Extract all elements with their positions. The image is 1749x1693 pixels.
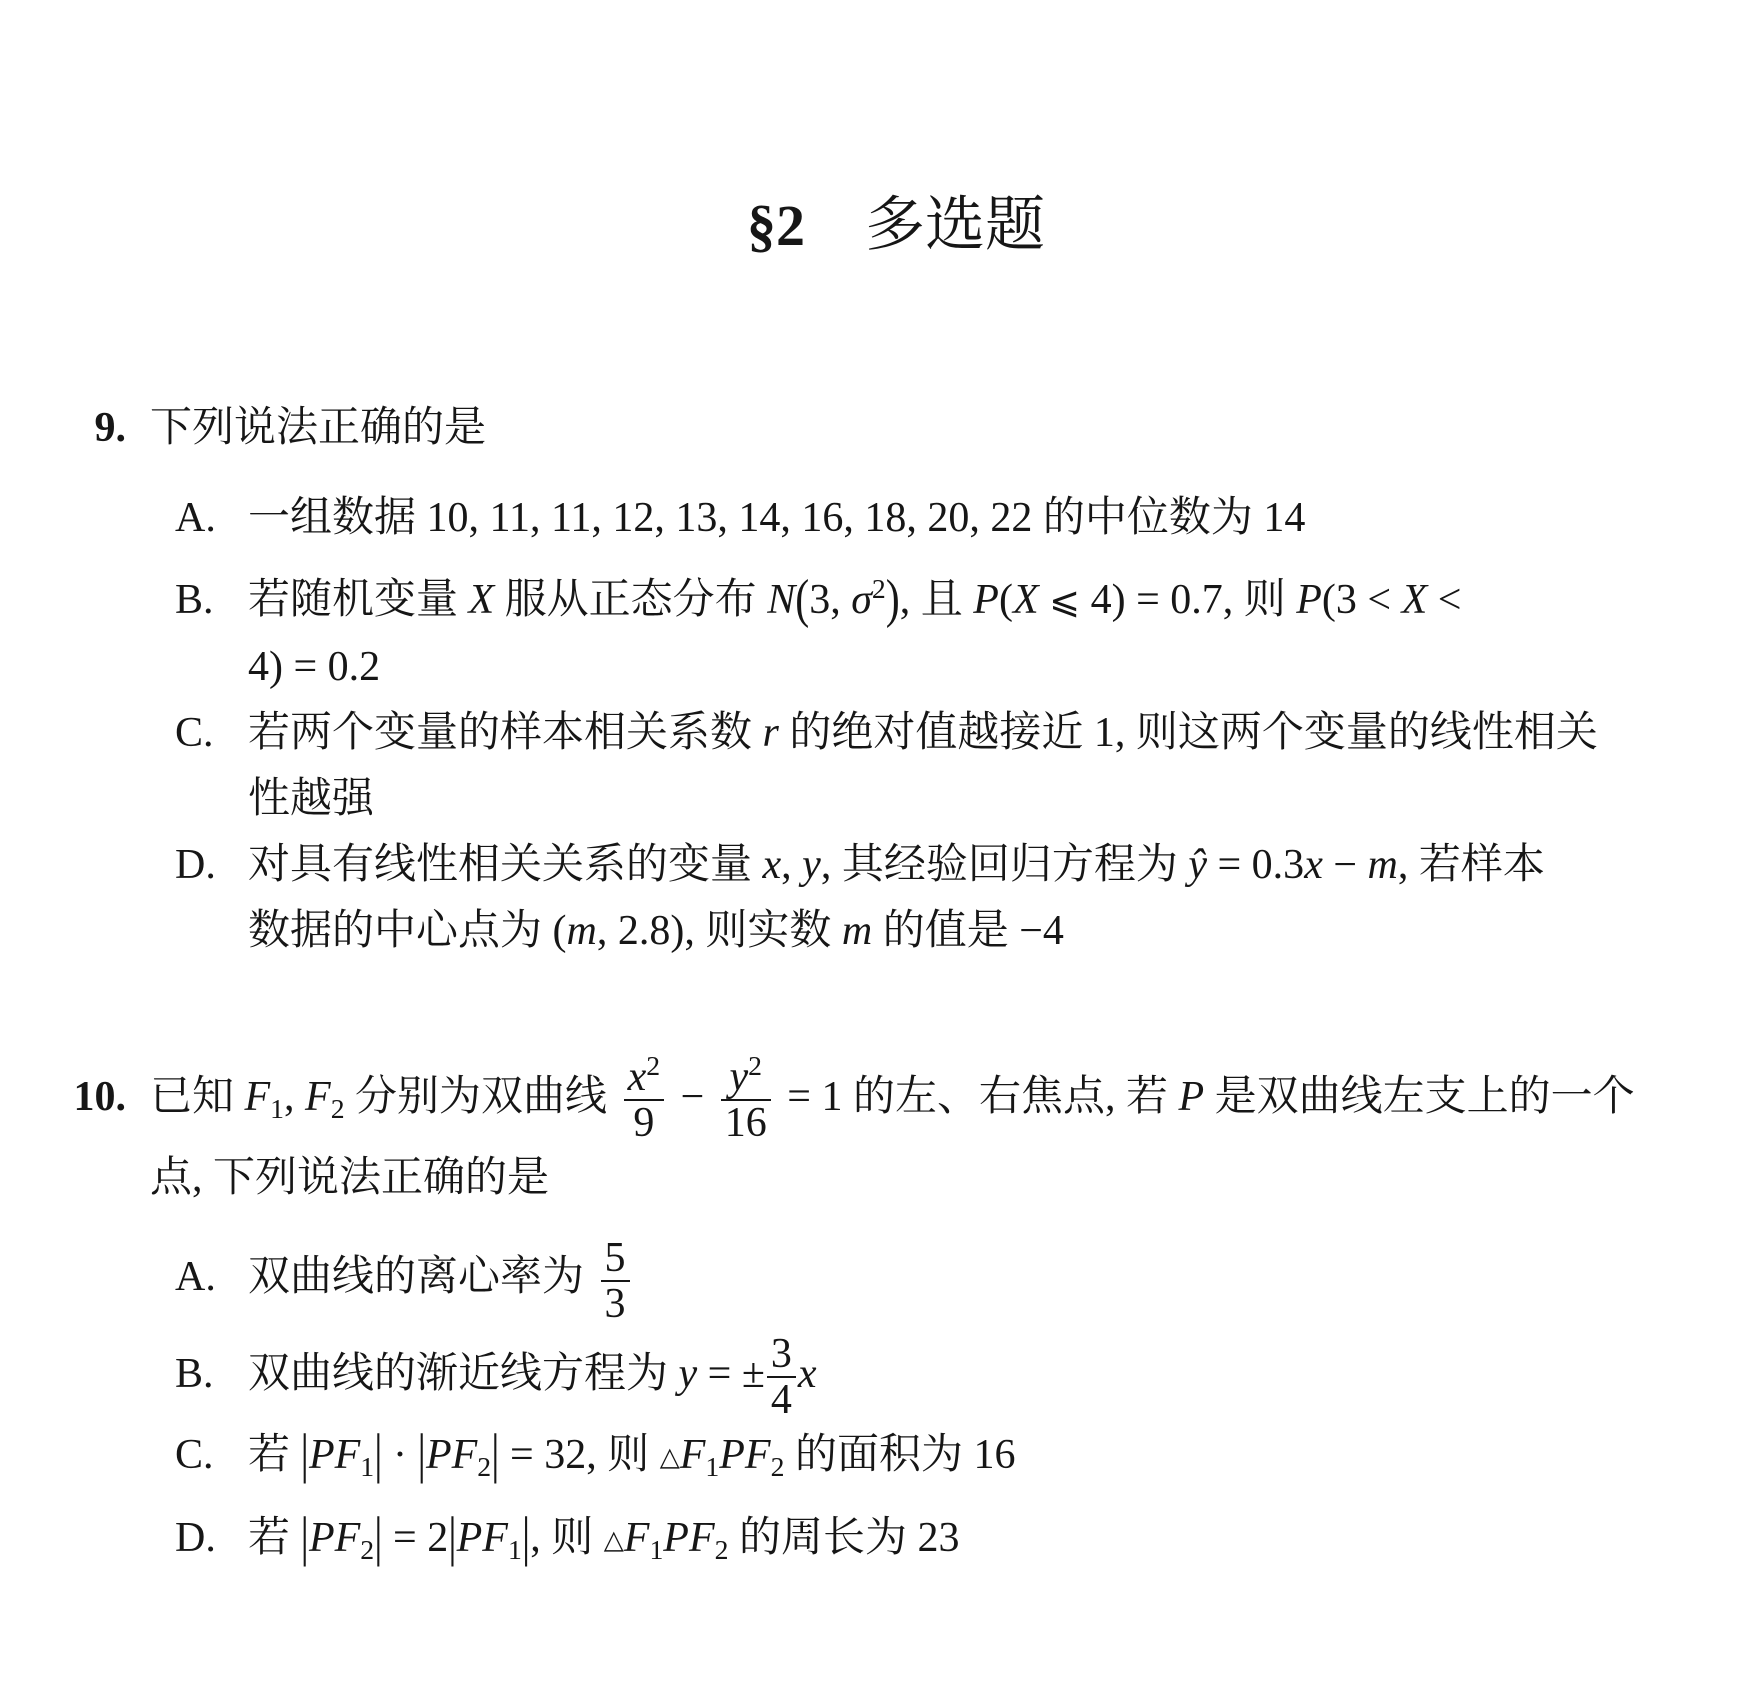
- math-text: (: [552, 908, 567, 954]
- math-var: F: [623, 1515, 650, 1562]
- math-var: y: [802, 842, 821, 888]
- option-text: 双曲线的渐近线方程为: [248, 1350, 669, 1397]
- abs-bar: |: [448, 1508, 457, 1569]
- math-var: P: [1178, 1074, 1205, 1120]
- option-label: A.: [175, 495, 216, 541]
- math-number: 16: [973, 1432, 1016, 1479]
- option-label: C.: [175, 1432, 214, 1479]
- math-var: X: [1012, 577, 1039, 623]
- subscript: 2: [714, 1534, 729, 1566]
- big-paren-close: ): [885, 570, 900, 630]
- subscript: 1: [360, 1450, 375, 1482]
- math-var: PF: [456, 1515, 508, 1562]
- option-list: [150, 485, 1710, 964]
- option-c: [150, 700, 1710, 832]
- math-var: PF: [719, 1432, 771, 1479]
- option-text: 1, 则这两个变量的线性相关: [1093, 710, 1598, 756]
- stem-text: 下列说法正确的是: [150, 405, 487, 451]
- stem-text: 点, 下列说法正确的是: [150, 1155, 550, 1202]
- option-line: [248, 1229, 1710, 1325]
- subscript: 1: [270, 1092, 285, 1124]
- math-relation: <: [1437, 577, 1462, 623]
- option-label: A.: [175, 1254, 216, 1301]
- math-text: (: [998, 577, 1013, 623]
- fraction: [721, 1050, 771, 1147]
- subscript: 2: [360, 1534, 375, 1566]
- math-text: = ±: [707, 1350, 765, 1397]
- math-var: m: [841, 908, 873, 954]
- superscript: 2: [748, 1050, 763, 1082]
- math-var: r: [762, 710, 779, 756]
- fraction-denominator: 16: [724, 1100, 767, 1147]
- option-text: , 其经验回归方程为: [820, 842, 1178, 888]
- math-text: 3,: [809, 577, 852, 623]
- option-text: 服从正态分布: [504, 577, 757, 623]
- math-text: = 1: [787, 1074, 843, 1120]
- option-line: [248, 832, 1710, 898]
- section-title: 多选题: [865, 192, 1045, 258]
- option-a: [150, 1229, 1710, 1325]
- question-number: 9.: [94, 405, 126, 451]
- option-line: [248, 1326, 1710, 1422]
- superscript: 2: [646, 1050, 661, 1082]
- data-list: 10, 11, 11, 12, 13, 14, 16, 18, 20, 22: [426, 495, 1033, 541]
- option-b: [150, 567, 1710, 700]
- subscript: 2: [477, 1450, 492, 1482]
- abs-bar: |: [374, 1425, 383, 1485]
- fraction-denominator: 3: [604, 1280, 626, 1327]
- option-text: 性越强: [248, 776, 375, 822]
- question-stem: [150, 395, 1710, 461]
- option-label: B.: [175, 577, 214, 623]
- question-10: [0, 1049, 1710, 1574]
- math-text: = 0.3: [1217, 842, 1305, 888]
- math-var: PF: [308, 1515, 361, 1562]
- math-var: F: [244, 1074, 271, 1120]
- question-9: [0, 395, 1710, 964]
- math-var: F: [679, 1432, 706, 1479]
- math-var: x: [627, 1054, 647, 1101]
- option-line: [248, 898, 1710, 964]
- option-line: [248, 634, 1710, 700]
- fraction: [767, 1332, 796, 1422]
- math-var: x: [1304, 842, 1323, 888]
- big-paren-open: (: [795, 570, 810, 630]
- math-var: PF: [308, 1432, 361, 1479]
- option-text: 数据的中心点为: [248, 908, 543, 954]
- option-a: [150, 485, 1710, 551]
- superscript: 2: [871, 572, 886, 604]
- option-text: 的值是: [882, 908, 1009, 954]
- option-b: [150, 1326, 1710, 1422]
- math-var: x: [797, 1350, 817, 1397]
- math-text: ,: [781, 842, 803, 888]
- fraction-numerator: 5: [601, 1236, 630, 1282]
- option-line: [248, 485, 1710, 551]
- option-d: [150, 832, 1710, 964]
- option-text: , 且: [899, 577, 963, 623]
- math-number: 23: [917, 1515, 960, 1562]
- option-text: 的中位数为: [1042, 495, 1253, 541]
- section-number: §2: [747, 193, 805, 258]
- fraction-numerator: [721, 1050, 771, 1101]
- subscript: 1: [649, 1534, 664, 1566]
- question-number: 10.: [73, 1074, 126, 1120]
- fraction-numerator: [624, 1050, 665, 1101]
- option-text: 若: [248, 1432, 291, 1479]
- subscript: 1: [705, 1450, 720, 1482]
- fraction-denominator: 4: [770, 1377, 792, 1424]
- subscript: 2: [330, 1092, 345, 1124]
- option-line: [248, 1422, 1710, 1490]
- option-label: D.: [175, 1515, 216, 1562]
- math-var: PF: [663, 1515, 715, 1562]
- math-text: = 32, 则: [510, 1432, 650, 1479]
- math-number: −4: [1019, 908, 1064, 954]
- fraction-numerator: 3: [767, 1332, 796, 1378]
- math-var: N: [767, 577, 796, 623]
- option-text: 的绝对值越接近: [789, 710, 1084, 756]
- math-var: X: [1401, 577, 1428, 623]
- math-text: ,: [284, 1074, 306, 1120]
- option-label: C.: [175, 710, 214, 756]
- math-operator: ·: [393, 1432, 408, 1479]
- option-text: , 若样本: [1397, 842, 1545, 888]
- math-number: 14: [1263, 495, 1306, 541]
- math-text: 4) = 0.7, 则: [1090, 577, 1286, 623]
- stem-text: 分别为双曲线: [355, 1074, 608, 1120]
- abs-bar: |: [374, 1508, 383, 1569]
- option-text: 若随机变量: [248, 577, 459, 623]
- option-text: 对具有线性相关关系的变量: [248, 842, 753, 888]
- option-line: [248, 567, 1710, 634]
- fraction: [624, 1050, 665, 1147]
- option-list: [150, 1229, 1710, 1574]
- abs-bar: |: [491, 1425, 500, 1485]
- math-var: P: [973, 577, 999, 623]
- fraction: [601, 1236, 630, 1326]
- math-text: 4) = 0.2: [248, 644, 381, 690]
- subscript: 2: [770, 1450, 785, 1482]
- math-var: X: [468, 577, 495, 623]
- option-text: 的面积为: [794, 1432, 963, 1479]
- question-stem: [150, 1049, 1710, 1145]
- option-text: 的周长为: [738, 1515, 907, 1562]
- option-line: [248, 766, 1710, 832]
- option-text: , 2.8), 则实数: [596, 908, 832, 954]
- option-label: B.: [175, 1350, 214, 1397]
- abs-bar: |: [300, 1425, 309, 1485]
- stem-text: 是双曲线左支上的一个: [1214, 1074, 1635, 1120]
- math-var: ŷ: [1188, 842, 1207, 888]
- math-operator: −: [1333, 842, 1358, 888]
- abs-bar: |: [300, 1508, 309, 1569]
- math-text: (3 <: [1321, 577, 1392, 623]
- option-d: [150, 1505, 1710, 1573]
- math-var: m: [566, 908, 597, 954]
- section-heading: [747, 190, 1045, 260]
- math-var: σ: [851, 577, 872, 623]
- option-line: [248, 700, 1710, 766]
- math-text: = 2: [393, 1515, 449, 1562]
- math-var: x: [762, 842, 782, 888]
- math-var: F: [305, 1074, 331, 1120]
- option-c: [150, 1422, 1710, 1490]
- stem-text: 已知: [150, 1074, 235, 1120]
- option-line: [248, 1505, 1710, 1573]
- option-label: D.: [175, 842, 216, 888]
- option-text: 若: [248, 1515, 291, 1562]
- subscript: 1: [507, 1534, 522, 1566]
- math-var: m: [1367, 842, 1398, 888]
- option-text: 若两个变量的样本相关系数: [248, 710, 753, 756]
- option-text: 一组数据: [248, 495, 417, 541]
- triangle-symbol: △: [659, 1442, 680, 1473]
- abs-bar: |: [417, 1425, 426, 1485]
- question-stem-continued: [150, 1145, 1710, 1211]
- math-operator: −: [680, 1074, 705, 1120]
- fraction-denominator: 9: [633, 1100, 655, 1147]
- math-text: , 则: [530, 1515, 594, 1562]
- question-list: [0, 395, 1710, 1574]
- math-var: y: [678, 1350, 698, 1397]
- triangle-symbol: △: [603, 1525, 624, 1556]
- abs-bar: |: [521, 1508, 531, 1569]
- math-var: PF: [425, 1432, 478, 1479]
- option-text: 双曲线的离心率为: [248, 1254, 585, 1301]
- math-relation: ⩽: [1049, 579, 1081, 622]
- stem-text: 的左、右焦点, 若: [852, 1074, 1168, 1120]
- math-var: y: [729, 1054, 749, 1101]
- math-var: P: [1296, 577, 1322, 623]
